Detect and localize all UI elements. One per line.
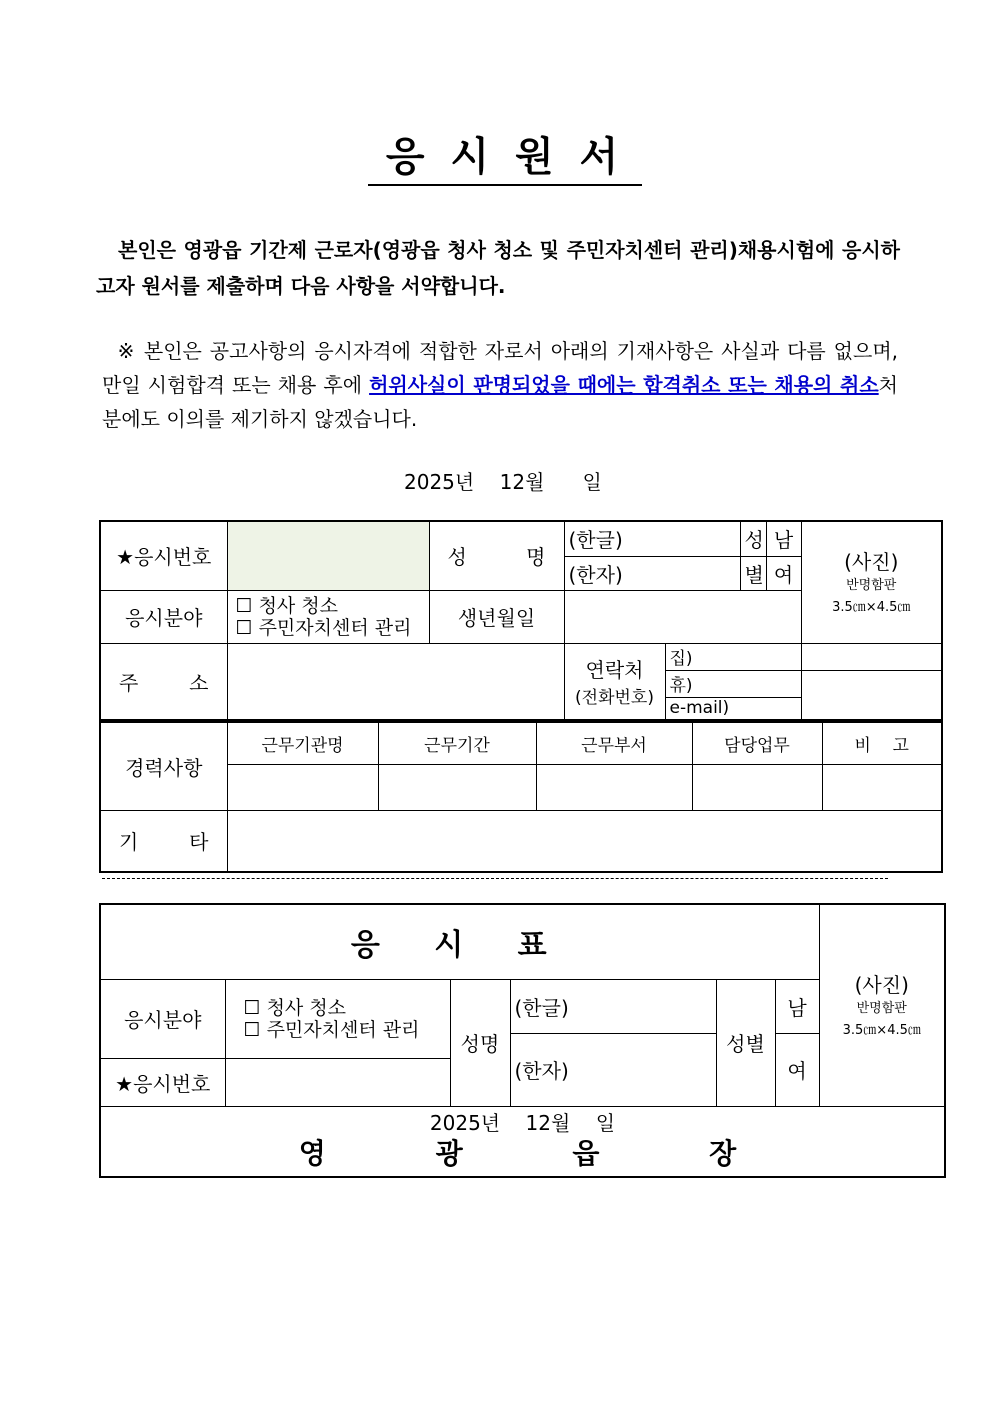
photo-label: (사진) [844, 549, 899, 574]
notice-text-before: ※ 본인은 공고사항의 응시자격에 적합한 자로서 아래의 기재사항은 사실과 다름 없으며, 만일 시험합격 또는 채용 후에 [102, 339, 898, 397]
ticket-exam-number-label: ★응시번호 [100, 1058, 225, 1106]
ticket-photo-note-size: 3.5㎝×4.5㎝ [842, 1022, 921, 1038]
etc-label [100, 810, 227, 872]
career-label: 경력사항 [100, 722, 227, 810]
application-form-table [99, 520, 943, 721]
career-note-field[interactable] [822, 764, 942, 810]
career-header-period: 근무기간 [378, 722, 536, 764]
address-label [100, 643, 227, 720]
ticket-option-cleaning-checkbox[interactable]: ☐ 청사 청소 [243, 996, 347, 1019]
ticket-field-label: 응시분야 [100, 979, 225, 1058]
address-label-part1: 주 [119, 670, 139, 695]
contact-label-cell [564, 643, 665, 720]
name-label-part1: 성 [447, 545, 467, 570]
exam-number-label: ★응시번호 [100, 521, 227, 590]
photo-note-type: 반명함판 [846, 577, 897, 593]
mobile-phone-field[interactable]: 휴) [665, 670, 801, 697]
exam-number-field[interactable] [227, 521, 429, 590]
ticket-exam-number-field[interactable] [225, 1058, 450, 1106]
home-phone-field[interactable]: 집) [665, 643, 801, 670]
ticket-gender-female-option[interactable]: 여 [775, 1033, 819, 1106]
email-field[interactable]: e-mail) [665, 697, 942, 720]
name-label-part2: 명 [526, 545, 546, 570]
birth-label: 생년월일 [429, 590, 564, 643]
gender-label-bottom: 별 [740, 556, 766, 590]
gender-label-top: 성 [740, 521, 766, 556]
ticket-gender-male-option[interactable]: 남 [775, 979, 819, 1033]
name-label [429, 521, 564, 590]
application-date: 2025년 12월 일 [404, 470, 602, 494]
career-header-org: 근무기관명 [227, 722, 378, 764]
photo-note-size: 3.5㎝×4.5㎝ [832, 599, 911, 615]
etc-field[interactable] [227, 810, 942, 872]
ticket-date: 2025년 12월 일 [429, 1111, 616, 1136]
career-period-field[interactable] [378, 764, 536, 810]
admission-ticket-table [99, 903, 946, 1178]
ticket-name-hangul-field[interactable]: (한글) [510, 979, 716, 1033]
field-label: 응시분야 [100, 590, 227, 643]
pledge-text: 본인은 영광읍 기간제 근로자(영광읍 청사 청소 및 주민자치센터 관리)채용시험에 응시하고자 원서를 제출하며 다음 사항을 서약합니다. [96, 238, 900, 298]
career-header-dept: 근무부서 [536, 722, 692, 764]
gender-male-option[interactable]: 남 [766, 521, 801, 556]
option-community-center-checkbox[interactable]: ☐ 주민자치센터 관리 [235, 616, 412, 639]
career-org-field[interactable] [227, 764, 378, 810]
career-table [99, 721, 943, 873]
contact-sub-label: (전화번호) [575, 688, 654, 709]
notice-paragraph [102, 334, 898, 436]
address-label-part2: 소 [189, 670, 209, 695]
document-title: 응 시 원 서 [368, 132, 642, 186]
ticket-issuer: 영 광 읍 장 [298, 1137, 787, 1171]
notice-highlight: 허위사실이 판명되었을 때에는 합격취소 또는 채용의 취소 [369, 373, 879, 397]
photo-box[interactable] [801, 521, 942, 643]
ticket-name-hanja-field[interactable]: (한자) [510, 1033, 716, 1106]
ticket-name-label: 성명 [450, 979, 510, 1106]
field-options [227, 590, 429, 643]
career-header-duty: 담당업무 [692, 722, 822, 764]
pledge-paragraph [96, 232, 900, 304]
career-dept-field[interactable] [536, 764, 692, 810]
ticket-gender-label: 성별 [716, 979, 775, 1106]
etc-label-part1: 기 [119, 830, 139, 855]
ticket-footer [100, 1106, 945, 1177]
birth-field[interactable] [564, 590, 801, 643]
ticket-photo-note-type: 반명함판 [856, 1000, 907, 1016]
notice-text-after: 처분에도 이의를 제기하지 않겠습니다. [102, 373, 898, 431]
career-duty-field[interactable] [692, 764, 822, 810]
gender-female-option[interactable]: 여 [766, 556, 801, 590]
ticket-photo-label: (사진) [854, 972, 909, 997]
name-hanja-field[interactable]: (한자) [564, 556, 740, 590]
career-header-note: 비 고 [822, 722, 942, 764]
cut-line [102, 878, 888, 879]
name-hangul-field[interactable]: (한글) [564, 521, 740, 556]
ticket-title-text: 응 시 표 [350, 927, 569, 963]
ticket-field-options [225, 979, 450, 1058]
ticket-title [100, 904, 819, 979]
contact-label: 연락처 [585, 658, 644, 683]
option-cleaning-checkbox[interactable]: ☐ 청사 청소 [235, 594, 339, 617]
ticket-option-community-center-checkbox[interactable]: ☐ 주민자치센터 관리 [243, 1018, 420, 1041]
address-field[interactable] [227, 643, 564, 720]
etc-label-part2: 타 [189, 830, 209, 855]
ticket-photo-box[interactable] [819, 904, 945, 1106]
